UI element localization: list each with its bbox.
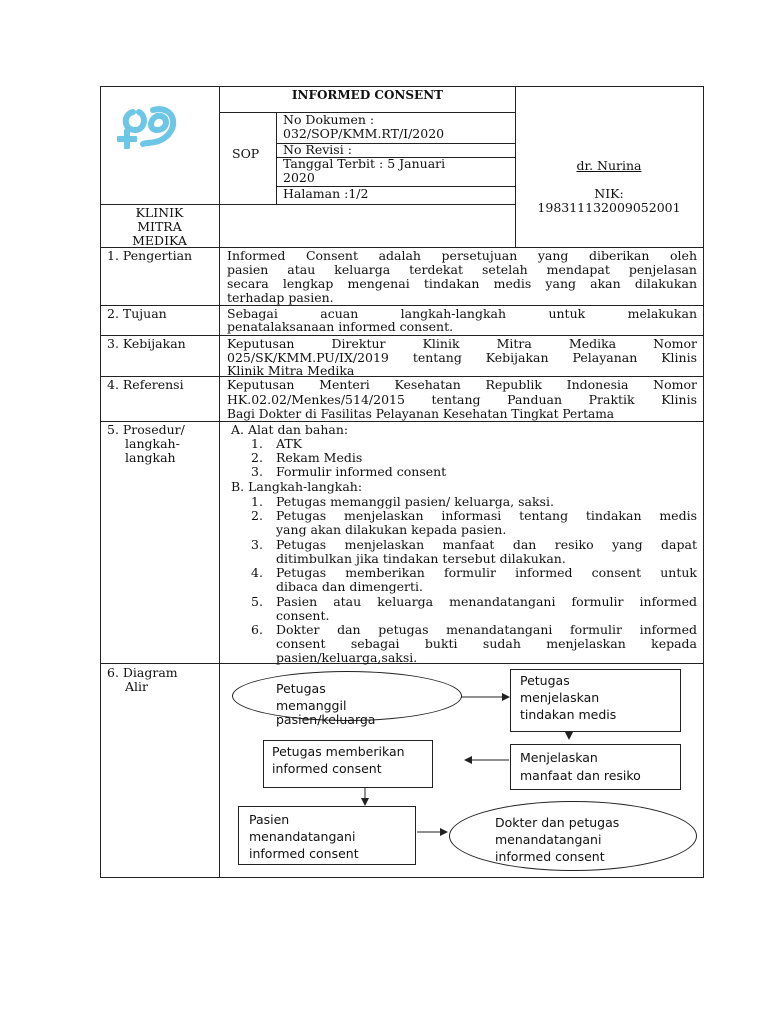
- step-text: consent.: [276, 608, 330, 623]
- pengertian-line: pasien atau keluarga terdekat setelah mendapat penjelasan: [227, 262, 697, 277]
- flow-node-text: Pasien: [249, 812, 290, 827]
- flow-node-text: menandatangani: [495, 832, 602, 847]
- tools-item: Formulir informed consent: [276, 464, 447, 479]
- step-number: 1.: [251, 494, 263, 509]
- nik-label: NIK:: [594, 186, 624, 201]
- flow-node-text: menandatangani: [249, 829, 356, 844]
- flow-node-text: manfaat dan resiko: [520, 768, 641, 783]
- tujuan-line: penatalaksanaan informed consent.: [227, 319, 454, 334]
- flow-node-text: menjelaskan: [520, 690, 600, 705]
- referensi-line: HK.02.02/Menkes/514/2015 tentang Panduan Praktik Klinis: [227, 392, 697, 407]
- tools-item: ATK: [276, 436, 303, 451]
- step-text: Petugas memanggil pasien/ keluarga, saksi.: [276, 494, 554, 509]
- sop-label: SOP: [232, 146, 260, 161]
- step-number: 4.: [251, 565, 263, 580]
- clinic-logo: [113, 100, 185, 160]
- section-label-tujuan: 2. Tujuan: [107, 306, 167, 321]
- flow-node-text: memanggil: [276, 698, 347, 713]
- flow-node-text: pasien/keluarga: [276, 712, 376, 727]
- issue-date-line1: Tanggal Terbit : 5 Januari: [283, 156, 446, 171]
- flow-node-text: informed consent: [495, 849, 605, 864]
- kebijakan-line: Keputusan Direktur Klinik Mitra Medika Nomor: [227, 336, 697, 351]
- section-label-prosedur: 5. Prosedur/: [107, 422, 185, 437]
- section-label-prosedur: langkah-: [125, 436, 180, 451]
- step-number: 2.: [251, 508, 263, 523]
- nik-number: 198311132009052001: [537, 200, 681, 215]
- flow-node-text: informed consent: [272, 761, 382, 776]
- step-text: Petugas memberikan formulir informed consent untuk: [276, 565, 697, 580]
- tools-item-number: 2.: [251, 450, 263, 465]
- flow-node-text: tindakan medis: [520, 707, 617, 722]
- section-label-prosedur: langkah: [125, 450, 176, 465]
- step-text: yang akan dilakukan kepada pasien.: [276, 522, 507, 537]
- step-text: dibaca dan dimengerti.: [276, 579, 424, 594]
- pengertian-line: secara lengkap mengenai tindakan medis yang akan dilakukan: [227, 276, 697, 291]
- doc-number-label: No Dokumen :: [283, 112, 375, 127]
- step-text: Dokter dan petugas menandatangani formulir informed: [276, 622, 697, 637]
- tools-item: Rekam Medis: [276, 450, 363, 465]
- step-number: 6.: [251, 622, 263, 637]
- steps-heading: B. Langkah-langkah:: [231, 479, 363, 494]
- section-label-diagram: Alir: [125, 679, 148, 694]
- clinic-name-line2: MITRA: [137, 219, 182, 234]
- step-text: pasien/keluarga,saksi.: [276, 650, 418, 665]
- section-label-referensi: 4. Referensi: [107, 377, 184, 392]
- document-title: INFORMED CONSENT: [291, 88, 444, 102]
- step-text: ditimbulkan jika tindakan tersebut dilakukan.: [276, 551, 566, 566]
- step-number: 3.: [251, 537, 263, 552]
- kebijakan-line: Klinik Mitra Medika: [227, 363, 355, 378]
- flow-node-text: Petugas memberikan: [272, 744, 405, 759]
- section-label-pengertian: 1. Pengertian: [107, 248, 193, 263]
- issue-date-line2: 2020: [283, 170, 315, 185]
- pengertian-line: Informed Consent adalah persetujuan yang diberikan oleh: [227, 248, 697, 263]
- step-text: Petugas menjelaskan informasi tentang tindakan medis: [276, 508, 697, 523]
- flow-node-text: Dokter dan petugas: [495, 815, 620, 830]
- referensi-line: Keputusan Menteri Kesehatan Republik Indonesia Nomor: [227, 377, 697, 392]
- page-number: Halaman :1/2: [283, 186, 369, 201]
- tools-item-number: 3.: [251, 464, 263, 479]
- tools-heading: A. Alat dan bahan:: [231, 422, 349, 437]
- revision-label: No Revisi :: [283, 142, 352, 157]
- flow-node-text: Menjelaskan: [520, 750, 598, 765]
- signer-name: dr. Nurina: [576, 158, 642, 173]
- pengertian-line: terhadap pasien.: [227, 290, 334, 305]
- flow-node-text: Petugas: [276, 681, 326, 696]
- step-number: 5.: [251, 594, 263, 609]
- section-label-diagram: 6. Diagram: [107, 665, 178, 680]
- tujuan-line: Sebagai acuan langkah-langkah untuk melakukan: [227, 306, 697, 321]
- flow-node-text: informed consent: [249, 846, 359, 861]
- step-text: consent sebagai bukti sudah menjelaskan kepada: [276, 636, 697, 651]
- step-text: Pasien atau keluarga menandatangani formulir informed: [276, 594, 697, 609]
- section-label-kebijakan: 3. Kebijakan: [107, 336, 186, 351]
- tools-item-number: 1.: [251, 436, 263, 451]
- doc-number: 032/SOP/KMM.RT/I/2020: [283, 126, 445, 141]
- step-text: Petugas menjelaskan manfaat dan resiko yang dapat: [276, 537, 697, 552]
- flow-node-text: Petugas: [520, 673, 570, 688]
- kebijakan-line: 025/SK/KMM.PU/IX/2019 tentang Kebijakan Pelayanan Klinis: [227, 350, 697, 365]
- clinic-name-line1: KLINIK: [135, 205, 184, 220]
- clinic-name-line3: MEDIKA: [132, 233, 187, 248]
- referensi-line: Bagi Dokter di Fasilitas Pelayanan Kesehatan Tingkat Pertama: [227, 407, 615, 421]
